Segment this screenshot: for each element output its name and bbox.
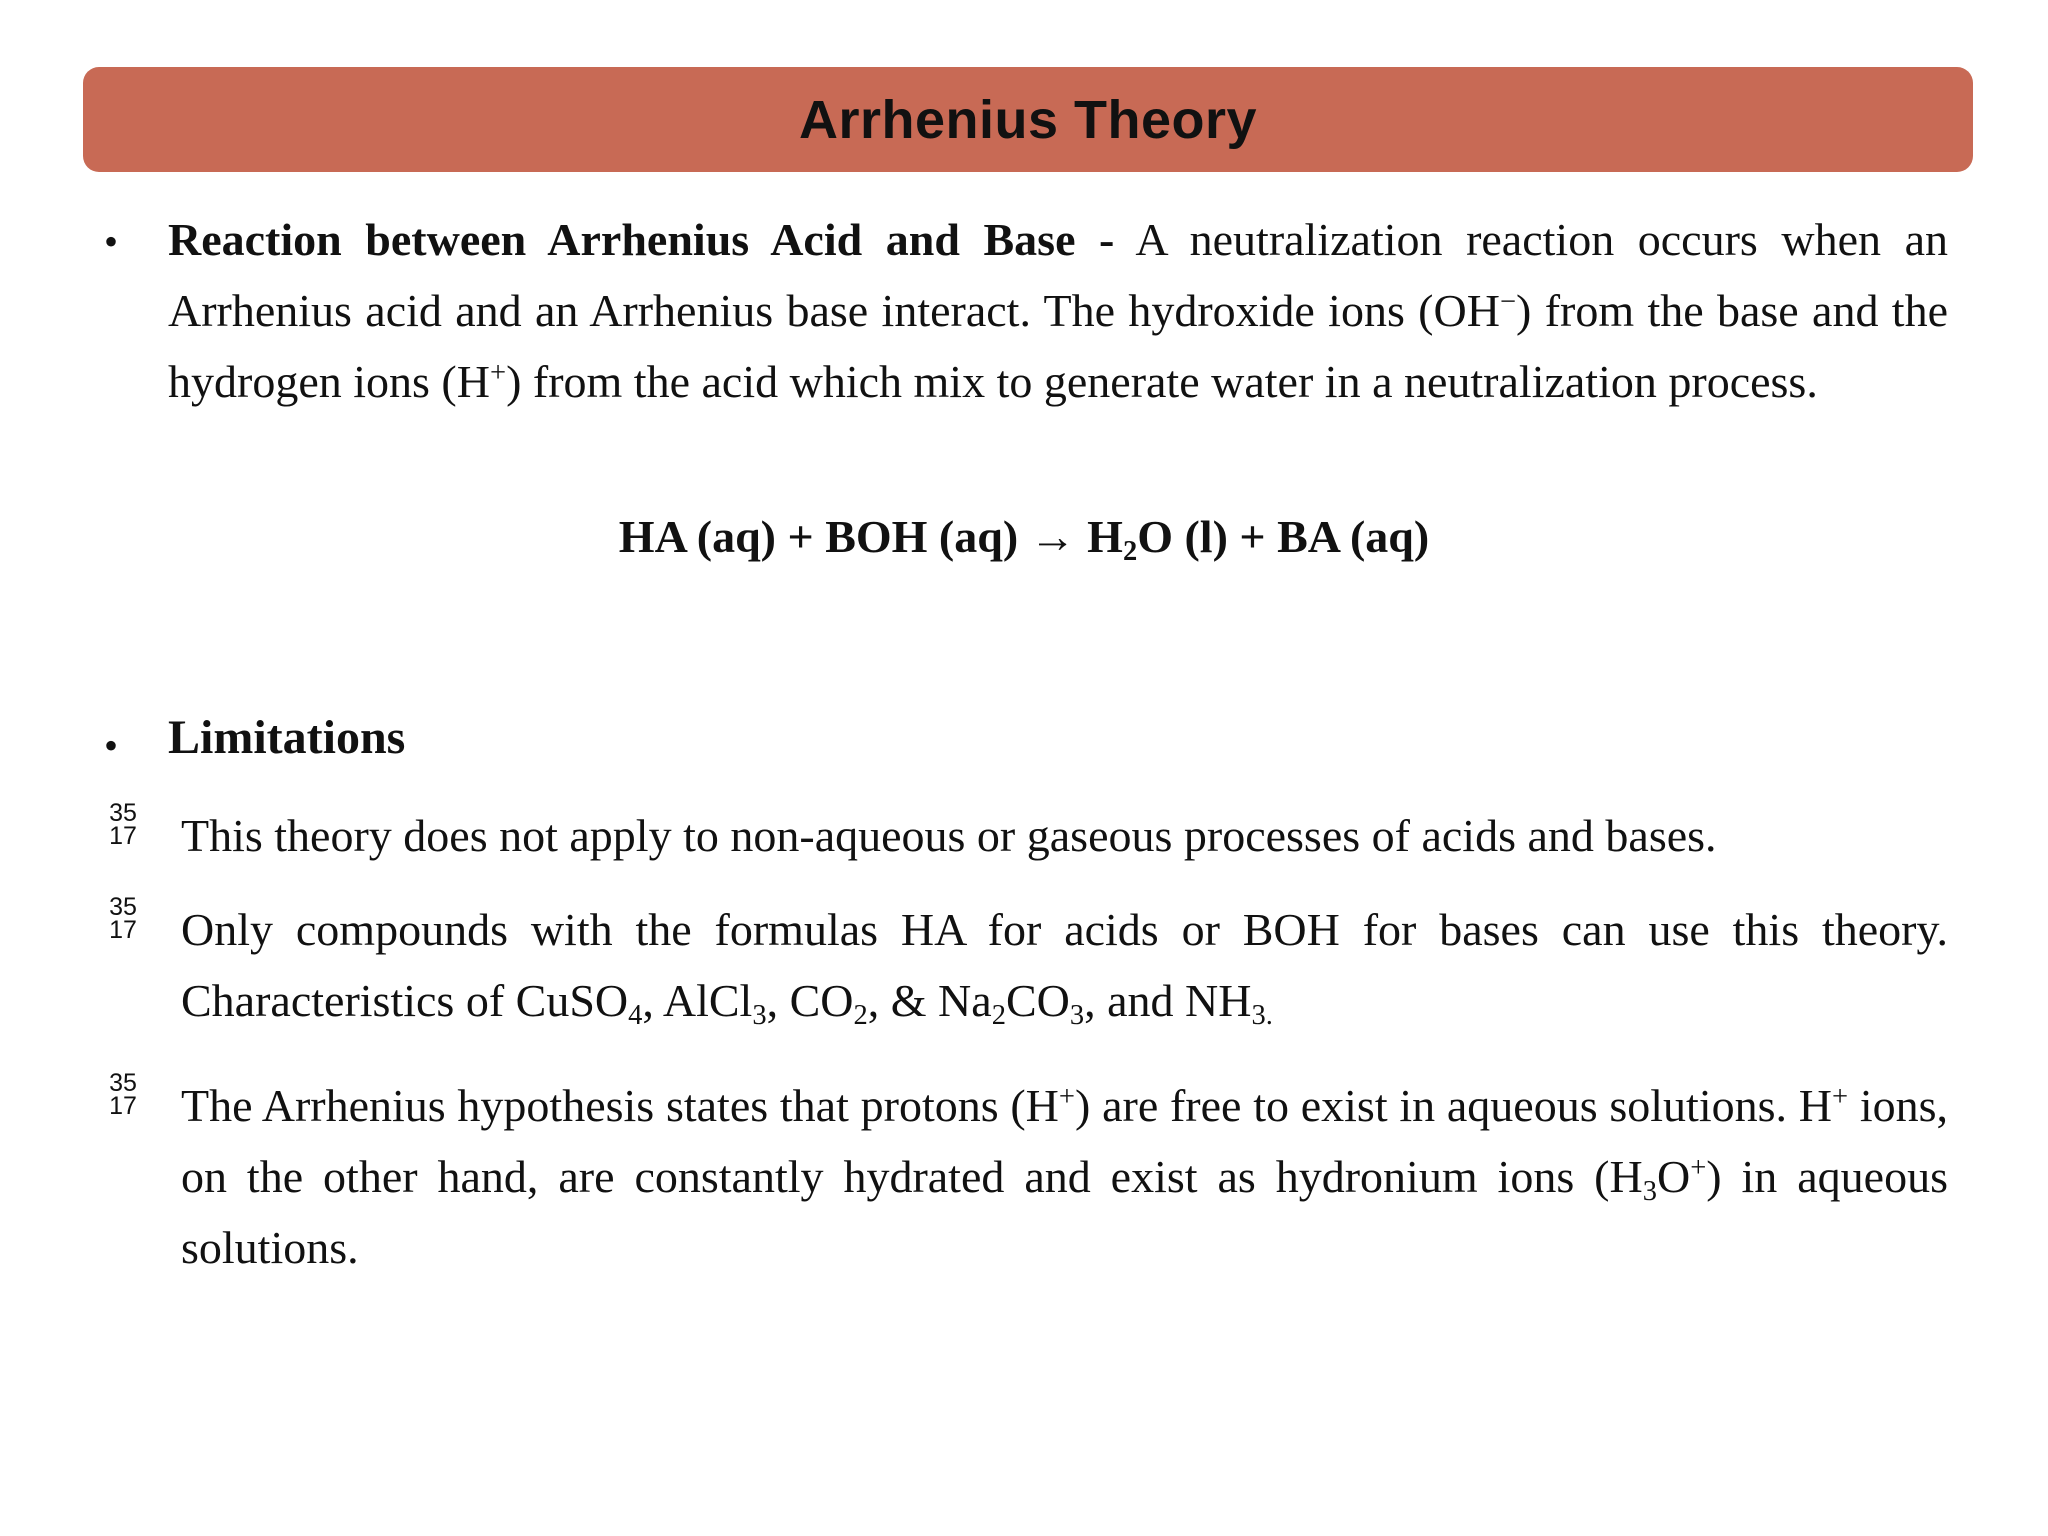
item3-sub-1: 3 — [1642, 1175, 1657, 1207]
item3-sup-1: + — [1058, 1081, 1076, 1113]
limitation-item-2 — [181, 894, 1948, 1036]
marker-top: 35 — [109, 893, 137, 921]
reaction-paragraph — [168, 204, 1948, 417]
item3-text-4: O — [1656, 1151, 1691, 1202]
item3-text-1: The Arrhenius hypothesis states that protons (H — [181, 1080, 1059, 1131]
reaction-text-2: ) from the base and the hydrogen ions (H — [168, 285, 1948, 407]
item2-sub-6: 3. — [1251, 999, 1273, 1031]
hydroxide-charge: − — [1499, 286, 1517, 318]
reaction-text-3: ) from the acid which mix to generate water in a neutralization process. — [506, 356, 1818, 407]
marker-top: 35 — [109, 1069, 137, 1097]
item2-text-6: , and NH — [1084, 975, 1252, 1026]
item3-text-5: ) in aqueous solutions. — [181, 1151, 1948, 1273]
marker-bottom: 17 — [109, 822, 137, 850]
reaction-text-1: A neutralization reaction occurs when an Arrhenius acid and an Arrhenius base interact. The hydroxide ions (OH — [168, 214, 1948, 336]
item2-text-3: , CO — [766, 975, 854, 1026]
limitation-item-3 — [181, 1070, 1948, 1283]
equation-right: O (l) + BA (aq) — [1137, 511, 1430, 562]
limitations-heading: Limitations — [168, 711, 406, 764]
marker-bottom: 17 — [109, 916, 137, 944]
item2-text-4: , & Na — [867, 975, 992, 1026]
marker-bottom: 17 — [109, 1092, 137, 1120]
equation-subscript: 2 — [1122, 535, 1138, 567]
item2-text-5: CO — [1005, 975, 1070, 1026]
item2-sub-1: 4 — [628, 999, 643, 1031]
item3-text-2: ) are free to exist in aqueous solutions. H — [1075, 1080, 1832, 1131]
list-marker-1 — [106, 799, 140, 850]
bullet-limitations: • — [104, 723, 119, 768]
item2-sub-2: 3 — [752, 999, 767, 1031]
marker-top: 35 — [109, 799, 137, 827]
page-title: Arrhenius Theory — [798, 89, 1258, 150]
title-banner — [83, 67, 1973, 172]
list-marker-3 — [106, 1069, 140, 1120]
item3-text-3: ions, on the other hand, are constantly hydrated and exist as hydronium ions (H — [181, 1080, 1949, 1202]
list-marker-2 — [106, 893, 140, 944]
hydrogen-charge: + — [489, 357, 507, 389]
reaction-lead: Reaction between Arrhenius Acid and Base - — [168, 214, 1115, 265]
limitation-item-1: This theory does not apply to non-aqueous or gaseous processes of acids and bases. — [181, 810, 1717, 861]
item2-text-1: Only compounds with the formulas HA for acids or BOH for bases can use this theory. Characteristics of CuSO — [181, 904, 1948, 1026]
neutralization-equation — [0, 510, 2048, 567]
item2-text-2: , AlCl — [642, 975, 753, 1026]
item3-sup-2: + — [1831, 1081, 1849, 1113]
item3-sup-3: + — [1690, 1152, 1707, 1184]
item2-sub-3: 2 — [853, 999, 868, 1031]
bullet-reaction: • — [104, 219, 119, 264]
equation-left: HA (aq) + BOH (aq) → H — [618, 511, 1123, 562]
item2-sub-5: 3 — [1069, 999, 1085, 1031]
item2-sub-4: 2 — [991, 999, 1006, 1031]
